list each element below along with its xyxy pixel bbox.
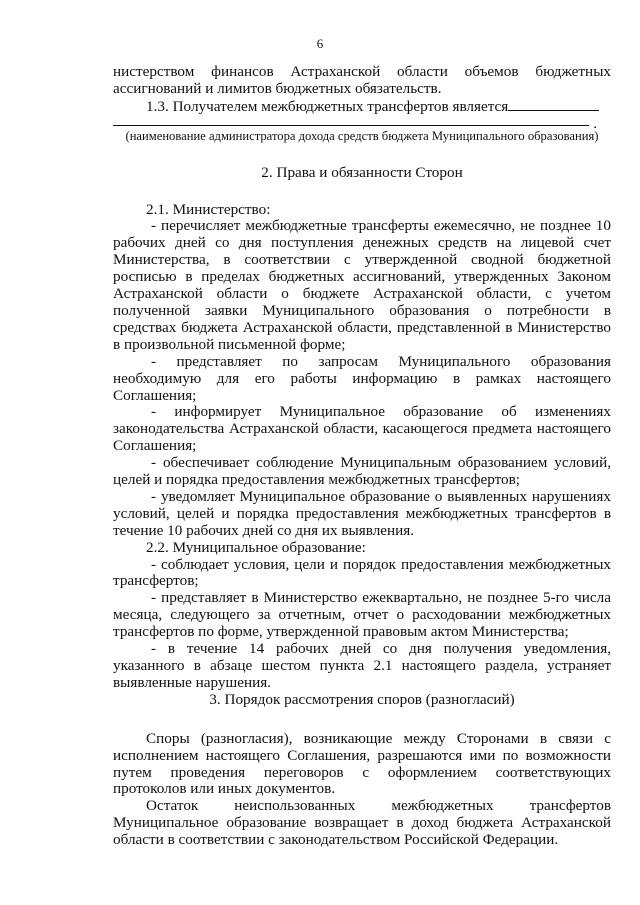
section-2-heading: 2. Права и обязанности Сторон [261, 163, 463, 181]
section-2-2-item: - представляет в Министерство ежеквартально, не позднее 5-го числа месяца, следующего за отчетным, отчет о расходовании межбюджетных трансфертов по форме, утвержденной правовым актом Министерства; [113, 589, 611, 641]
recipient-caption: (наименование администратора дохода средств бюджета Муниципального образования) [125, 128, 599, 143]
section-2-1-title: 2.1. Министерство: [146, 200, 271, 218]
paragraph-continuation: нистерством финансов Астраханской области объемов бюджетных ассигнований и лимитов бюджетных обязательств. [113, 63, 611, 97]
section-2-1-item: - уведомляет Муниципальное образование о выявленных нарушениях условий, целей и порядка предоставления межбюджетных трансфертов в течение 10 рабочих дней со дня их выявления. [113, 487, 611, 539]
section-2-1-item: - информирует Муниципальное образование об изменениях законодательства Астраханской области, касающегося предмета настоящего Соглашения; [113, 403, 611, 455]
recipient-name-line [113, 114, 597, 132]
paragraph-1-3 [113, 98, 611, 116]
section-2-2-item: - в течение 14 рабочих дней со дня получения уведомления, указанного в абзаце шестом пункта 2.1 настоящего раздела, устраняет выявленные нарушения. [113, 640, 611, 691]
line-end-dot: . [593, 114, 597, 132]
document-body [113, 64, 611, 849]
section-2-1-item: - перечисляет межбюджетные трансферты ежемесячно, не позднее 10 рабочих дней со дня поступления денежных средств на лицевой счет Министерства, в соответствии с утвержденной сводной бюджетной росписью в пределах бюджетных ассигнований, утвержденных Законом Астраханской области о бюджете Астраханской области, с учетом полученной заявки Муниципального образования о потребности в средствах бюджета Астраханской области, представленной в Министерство в произвольной письменной форме; [113, 217, 611, 353]
page-number: 6 [316, 36, 324, 51]
paragraph-1-3-text: 1.3. Получателем межбюджетных трансфертов является [146, 97, 509, 115]
section-3-paragraph-1: Споры (разногласия), возникающие между Сторонами в связи с исполнением настоящего Соглашения, разрешаются ими по возможности путем проведения переговоров с оформлением соответствующих протоколов или иных документов. [113, 729, 611, 798]
recipient-blank-field [508, 98, 599, 111]
section-2-2-title: 2.2. Муниципальное образование: [146, 538, 366, 556]
section-2-2-item: - соблюдает условия, цели и порядок предоставления межбюджетных трансфертов; [113, 555, 611, 590]
section-3-heading: 3. Порядок рассмотрения споров (разногласий) [209, 690, 515, 708]
section-2-1-item: - представляет по запросам Муниципального образования необходимую для его работы информацию в рамках настоящего Соглашения; [113, 352, 611, 404]
section-3-paragraph-2: Остаток неиспользованных межбюджетных трансфертов Муниципальное образование возвращает в доход бюджета Астраханской области в соответствии с законодательством Российской Федерации. [113, 797, 611, 849]
section-2-1-item: - обеспечивает соблюдение Муниципальным образованием условий, целей и порядка предоставления межбюджетных трансфертов; [113, 454, 611, 489]
